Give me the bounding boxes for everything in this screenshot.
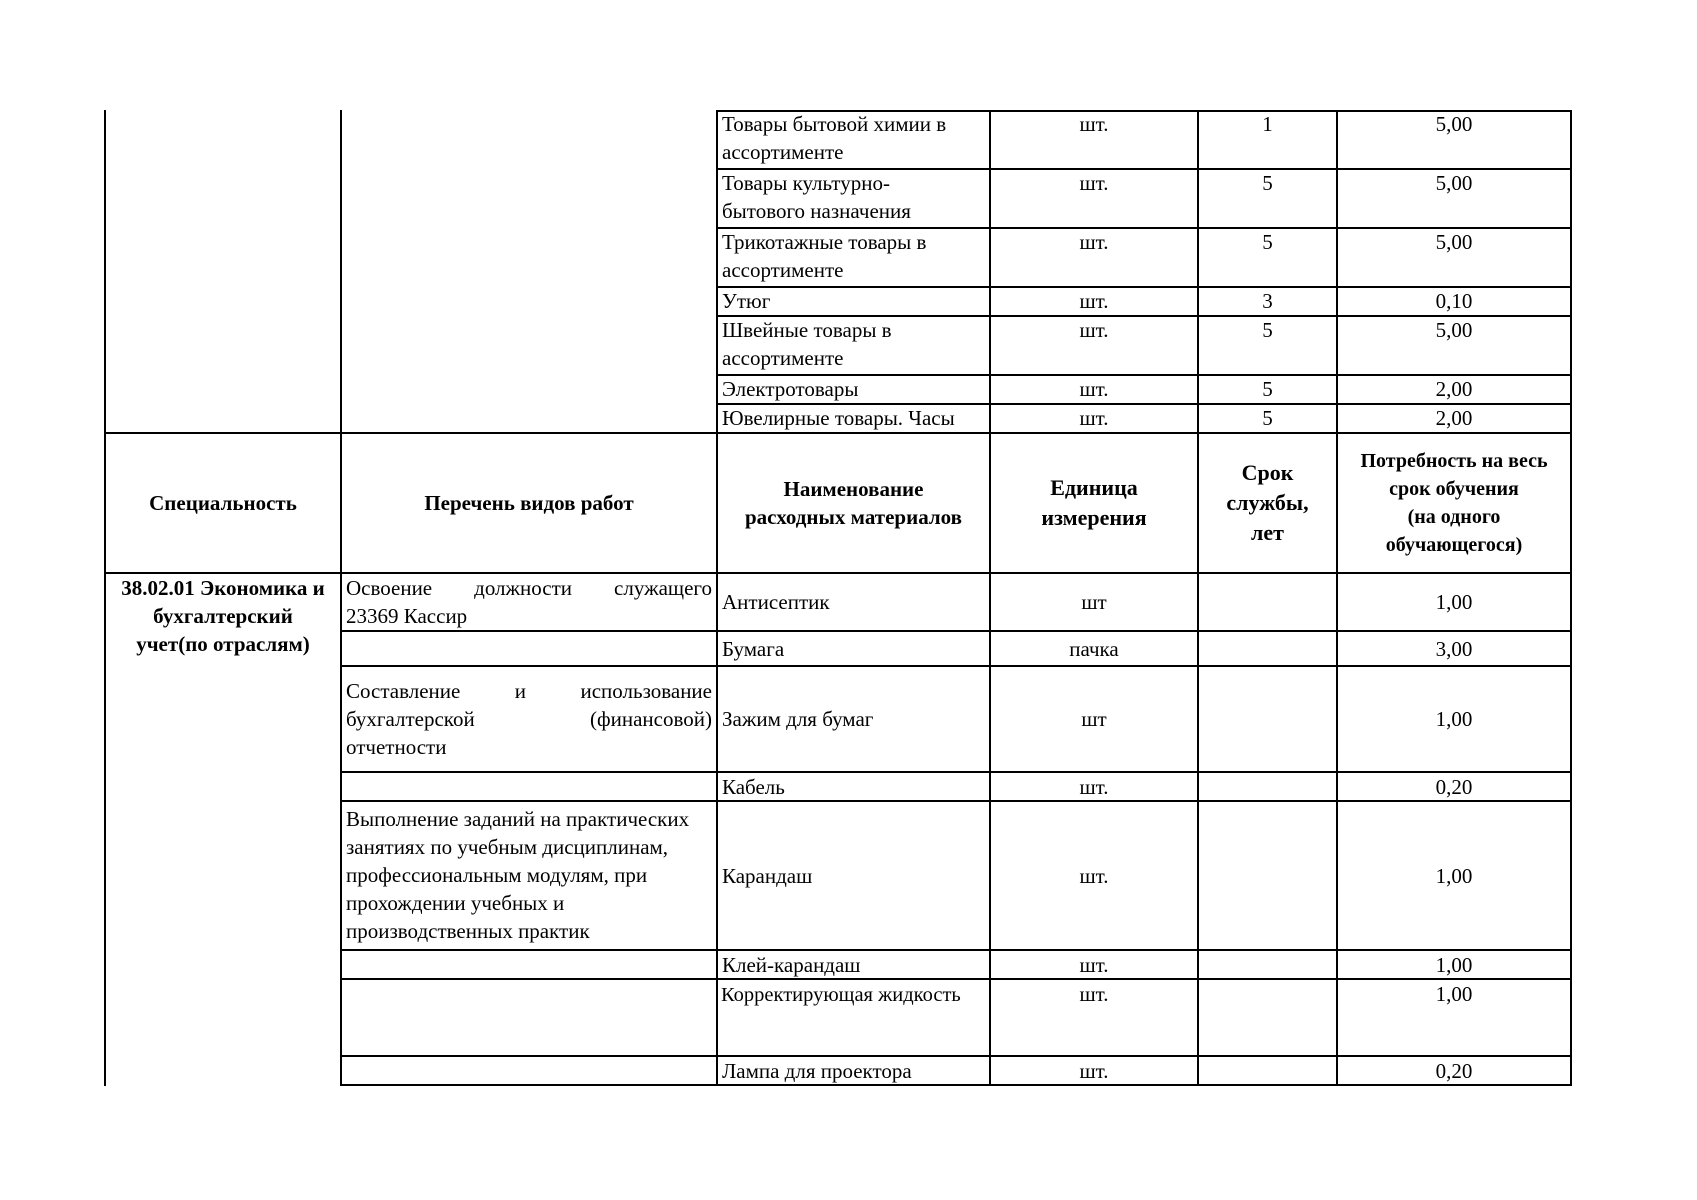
- work-type-line: отчетности: [346, 735, 447, 759]
- need: 1,00: [1435, 982, 1473, 1006]
- unit-cell: [991, 632, 1197, 665]
- service-term-cell: 3: [1262, 289, 1273, 313]
- material-name-cell: [718, 802, 989, 949]
- material-name: Бумага: [722, 636, 785, 661]
- unit-cell: шт.: [1079, 318, 1109, 342]
- unit-cell: шт.: [1079, 230, 1109, 254]
- unit-cell: [991, 667, 1197, 771]
- need: 1,00: [1435, 952, 1473, 977]
- unit-cell: [991, 1057, 1197, 1084]
- work-type-line: Освоение должности служащего: [346, 576, 712, 600]
- unit-cell: шт.: [1079, 112, 1109, 136]
- material-name: Кабель: [722, 774, 785, 799]
- unit: шт: [1081, 707, 1107, 731]
- material-name-cell: [718, 574, 989, 630]
- unit: шт.: [1079, 1058, 1109, 1083]
- specialty-cell: 38.02.01 Экономика и бухгалтерский учет(по отраслям): [121, 576, 325, 656]
- unit-cell: [991, 773, 1197, 800]
- material-name-cell: Трикотажные товары в ассортименте: [722, 230, 927, 282]
- need-cell: 5,00: [1435, 230, 1473, 254]
- need-cell: [1338, 574, 1570, 630]
- material-name-cell: Ювелирные товары. Часы: [722, 406, 955, 430]
- header-unit: Единица измерения: [1041, 475, 1147, 530]
- material-name-cell: [718, 980, 989, 1055]
- service-term-cell: [1199, 1057, 1336, 1084]
- material-name-cell: Электротовары: [722, 377, 859, 401]
- material-name-cell: [718, 667, 989, 771]
- unit-cell: [991, 980, 1197, 1055]
- unit-cell: шт.: [1079, 377, 1109, 401]
- work-type-line: Составление и использование: [346, 679, 712, 703]
- material-name-cell: [718, 951, 989, 978]
- header-material: Наименование расходных материалов: [744, 477, 962, 529]
- work-type-cell: [342, 677, 716, 761]
- service-term-cell: 1: [1262, 112, 1273, 136]
- material-name-cell: [718, 632, 989, 665]
- unit-cell: [991, 951, 1197, 978]
- work-type-cell: Выполнение заданий на практических занятиях по учебным дисциплинам, профессиональным модулям, при прохождении учебных и производственных практик: [346, 807, 690, 943]
- need: 1,00: [1435, 863, 1473, 888]
- need-cell: [1338, 773, 1570, 800]
- unit: шт.: [1079, 863, 1109, 888]
- material-name: Клей-карандаш: [722, 952, 861, 977]
- need-cell: 5,00: [1435, 112, 1473, 136]
- service-term-cell: [1199, 951, 1336, 978]
- service-term-cell: [1199, 632, 1336, 665]
- work-type-cell: [342, 574, 716, 630]
- need-cell: [1338, 802, 1570, 949]
- need-cell: [1338, 632, 1570, 665]
- material-name-cell: Товары культурно- бытового назначения: [722, 171, 911, 223]
- need-cell: 0,10: [1435, 289, 1473, 313]
- header-specialty: Специальность: [149, 491, 297, 515]
- material-name: Лампа для проектора: [722, 1058, 912, 1083]
- service-term-cell: [1199, 802, 1336, 949]
- service-term-cell: 5: [1262, 318, 1273, 342]
- service-term-cell: 5: [1262, 406, 1273, 430]
- service-term-cell: 5: [1262, 230, 1273, 254]
- unit: шт.: [1079, 774, 1109, 799]
- material-name: Зажим для бумаг: [722, 707, 874, 731]
- need: 3,00: [1435, 636, 1473, 661]
- unit-cell: шт.: [1079, 406, 1109, 430]
- header-service-term: Срок службы, лет: [1226, 460, 1309, 545]
- unit: шт.: [1079, 982, 1109, 1006]
- unit: шт: [1081, 590, 1107, 614]
- header-works: Перечень видов работ: [424, 491, 634, 515]
- unit: пачка: [1069, 636, 1119, 661]
- need-cell: [1338, 667, 1570, 771]
- service-term-cell: 5: [1262, 171, 1273, 195]
- need-cell: 5,00: [1435, 318, 1473, 342]
- need: 1,00: [1435, 590, 1473, 614]
- need: 0,20: [1435, 774, 1473, 799]
- grid-hline: [340, 1084, 1572, 1086]
- need: 1,00: [1435, 707, 1473, 731]
- grid-vline: [1570, 110, 1572, 1086]
- work-type-line: бухгалтерской (финансовой): [346, 707, 712, 731]
- material-name-cell: [718, 773, 989, 800]
- unit-cell: шт.: [1079, 171, 1109, 195]
- material-name: Карандаш: [722, 863, 813, 888]
- service-term-cell: 5: [1262, 377, 1273, 401]
- need-cell: [1338, 980, 1570, 1055]
- unit-cell: [991, 574, 1197, 630]
- work-type-line: 23369 Кассир: [346, 604, 468, 628]
- need: 0,20: [1435, 1058, 1473, 1083]
- material-name-cell: Швейные товары в ассортименте: [722, 318, 892, 370]
- service-term-cell: [1199, 980, 1336, 1055]
- material-name: Антисептик: [722, 590, 830, 614]
- service-term-cell: [1199, 574, 1336, 630]
- material-name-cell: [718, 1057, 989, 1084]
- service-term-cell: [1199, 667, 1336, 771]
- material-name: Корректирующая жидкость: [721, 984, 961, 1006]
- need-cell: [1338, 951, 1570, 978]
- need-cell: 2,00: [1435, 377, 1473, 401]
- header-need: Потребность на весь срок обучения (на одного обучающегося): [1360, 450, 1548, 556]
- unit-cell: [991, 802, 1197, 949]
- material-name-cell: Товары бытовой химии в ассортименте: [722, 112, 947, 164]
- need-cell: [1338, 1057, 1570, 1084]
- need-cell: 5,00: [1435, 171, 1473, 195]
- need-cell: 2,00: [1435, 406, 1473, 430]
- material-name-cell: Утюг: [722, 289, 771, 313]
- unit-cell: шт.: [1079, 289, 1109, 313]
- service-term-cell: [1199, 773, 1336, 800]
- unit: шт.: [1079, 952, 1109, 977]
